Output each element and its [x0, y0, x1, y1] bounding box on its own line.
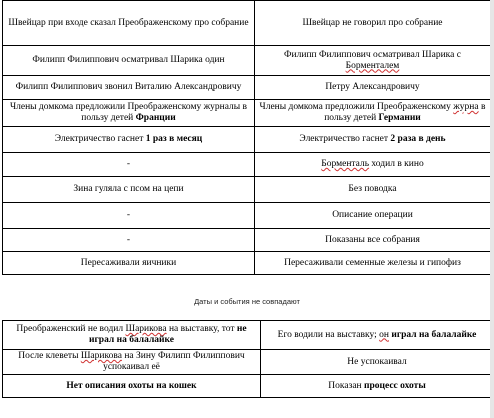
cell-left — [3, 100, 255, 127]
cell-text: Филипп Филиппович осматривал Шарика один — [32, 55, 225, 65]
cell-text: Швейцар при входе сказал Преображенскому про собрание — [8, 17, 249, 28]
cell-left — [3, 321, 261, 350]
comparison-table-bottom — [2, 320, 494, 398]
cell-text: Показаны все собрания — [325, 234, 420, 245]
cell-text: Электричество гаснет — [54, 134, 146, 144]
cell-text: Без поводка — [348, 184, 397, 194]
cell-text: Члены домкома предложили Преображенскому журналы в пользу детей — [9, 102, 248, 123]
cell-left — [3, 350, 261, 375]
cell-right — [255, 177, 491, 203]
cell-text: на выставку, тот — [166, 324, 237, 334]
cell-text: ходил в кино — [369, 159, 424, 169]
cell-right — [255, 252, 491, 275]
cell-text: Его водили на выставку; — [277, 329, 380, 340]
cell-text: Зина гуляла с псом на цепи — [73, 184, 184, 194]
table-row — [3, 252, 491, 275]
table-row — [3, 100, 491, 127]
comparison-table-top — [2, 0, 491, 275]
cell-right — [255, 153, 491, 177]
cell-right — [255, 203, 491, 229]
spellcheck-text: Борменталь — [321, 159, 370, 169]
cell-left — [3, 127, 255, 153]
cell-text: Филипп Филиппович осматривал Шарика с — [284, 49, 461, 60]
spellcheck-text: Борменталем — [345, 60, 400, 71]
cell-right — [255, 100, 491, 127]
cell-text: - — [126, 210, 131, 220]
cell-left — [3, 375, 261, 398]
cell-text: на Зину Филипп Филиппович успокаивал её — [103, 351, 245, 372]
bold-text: Германии — [378, 113, 421, 123]
table-row — [3, 375, 494, 398]
cell-text: Преображенский не водил — [16, 324, 126, 334]
cell-left — [3, 203, 255, 229]
table-row — [3, 203, 491, 229]
cell-text: Пересаживали семенные железы и гипофиз — [284, 257, 461, 268]
cell-text: После клеветы — [18, 351, 81, 361]
cell-right — [261, 375, 494, 398]
table-row — [3, 177, 491, 203]
cell-text: Филипп Филиппович звонил Виталию Александровичу — [15, 82, 242, 92]
section-caption: Даты и события не совпадают — [194, 297, 300, 306]
bold-text: не играл на балалайке — [89, 324, 247, 345]
cell-right — [255, 76, 491, 100]
cell-left — [3, 1, 255, 46]
cell-right — [255, 127, 491, 153]
bold-text: играл на балалайке — [391, 329, 477, 340]
cell-left — [3, 46, 255, 76]
table-row — [3, 1, 491, 46]
table-row — [3, 127, 491, 153]
spellcheck-text: Шарикова — [80, 351, 122, 361]
cell-text: Электричество гаснет — [299, 134, 391, 144]
cell-left — [3, 76, 255, 100]
cell-text: Не успокаивал — [347, 356, 407, 367]
cell-text: - — [126, 234, 131, 245]
cell-text: Члены домкома предложили Преображенскому — [259, 102, 454, 112]
spellcheck-text: журна — [453, 102, 479, 112]
cell-left — [3, 229, 255, 252]
cell-right — [261, 321, 494, 350]
table-row — [3, 46, 491, 76]
cell-text: Швейцар не говорил про собрание — [302, 17, 443, 28]
cell-text: в пользу детей — [324, 102, 486, 123]
cell-text: Пересаживали яичники — [80, 257, 177, 268]
page-edge-shadow — [490, 0, 494, 418]
cell-right — [255, 46, 491, 76]
cell-text: Петру Александровичу — [325, 82, 420, 92]
table-row — [3, 350, 494, 375]
bold-text: процесс охоты — [364, 380, 426, 391]
spellcheck-text: он — [379, 329, 389, 340]
table-row — [3, 229, 491, 252]
cell-text: Описание операции — [332, 210, 413, 220]
cell-right — [255, 1, 491, 46]
cell-text: - — [126, 159, 131, 169]
cell-left — [3, 252, 255, 275]
spellcheck-text: Шарикова — [125, 324, 167, 334]
bold-text: Франции — [135, 113, 176, 123]
cell-right — [255, 229, 491, 252]
table-row — [3, 76, 491, 100]
bold-text: 2 раза в день — [390, 134, 446, 144]
cell-left — [3, 153, 255, 177]
cell-left — [3, 177, 255, 203]
cell-text: Показан — [328, 380, 364, 391]
bold-text: Нет описания охоты на кошек — [66, 380, 197, 391]
table-row — [3, 153, 491, 177]
bold-text: 1 раз в месяц — [145, 134, 203, 144]
table-row — [3, 321, 494, 350]
cell-right — [261, 350, 494, 375]
